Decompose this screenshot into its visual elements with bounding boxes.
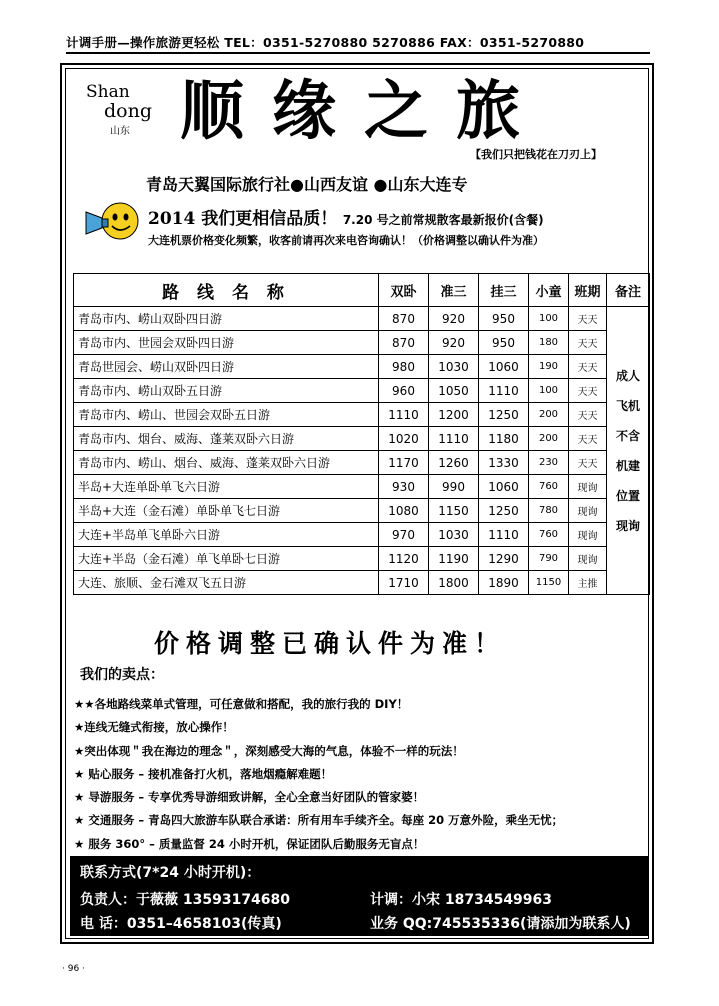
table-cell: 天天 (569, 355, 607, 379)
table-cell: 1080 (379, 499, 429, 523)
table-header-cell: 双卧 (379, 274, 429, 307)
remark-line: 成人 (615, 368, 640, 383)
route-name-cell: 青岛世园会、崂山双卧四日游 (74, 355, 379, 379)
table-cell: 天天 (569, 379, 607, 403)
table-header-cell: 班期 (569, 274, 607, 307)
table-cell: 970 (379, 523, 429, 547)
table-cell: 920 (429, 331, 479, 355)
table-cell: 870 (379, 307, 429, 331)
table-cell: 790 (529, 547, 569, 571)
remark-cell (607, 307, 650, 595)
logo-line-2: dong (104, 100, 153, 122)
table-row (74, 331, 650, 355)
price-adjust-notice: 价格调整已确认件为准！ (154, 629, 507, 658)
logo-line-1: Shan (86, 82, 130, 102)
table-cell: 1150 (429, 499, 479, 523)
remark-line: 现询 (615, 518, 640, 533)
table-cell: 100 (529, 379, 569, 403)
table-cell: 天天 (569, 331, 607, 355)
table-cell: 760 (529, 475, 569, 499)
table-cell: 1050 (429, 379, 479, 403)
table-cell: 1110 (479, 379, 529, 403)
table-cell: 1170 (379, 451, 429, 475)
page-header: 计调手册—操作旅游更轻松 TEL：0351-5270880 5270886 FAX：0351-5270880 (66, 35, 585, 50)
header-rule (66, 52, 650, 54)
slogan: 【我们只把钱花在刀刃上】 (470, 148, 602, 161)
table-cell: 870 (379, 331, 429, 355)
table-row (74, 427, 650, 451)
table-cell: 1120 (379, 547, 429, 571)
shandong-logo (86, 82, 162, 142)
table-cell: 980 (379, 355, 429, 379)
table-cell: 990 (429, 475, 479, 499)
table-cell: 950 (479, 307, 529, 331)
contact-planner: 计调：小宋 18734549963 (370, 892, 553, 908)
features-title: 我们的卖点： (80, 667, 164, 683)
route-name-cell: 青岛市内、世园会双卧四日游 (74, 331, 379, 355)
feature-item: ★★各地路线菜单式管理，可任意做和搭配，我的旅行我的 DIY！ (74, 697, 409, 711)
feature-item: ★连线无缝式衔接，放心操作！ (74, 720, 234, 735)
promo-sub: 7.20 号之前常规散客最新报价(含餐) (342, 213, 544, 227)
table-cell: 200 (529, 427, 569, 451)
feature-item: ★ 导游服务 – 专享优秀导游细致讲解，全心全意当好团队的管家婆！ (74, 790, 425, 805)
table-cell: 1800 (429, 571, 479, 595)
table-cell: 1890 (479, 571, 529, 595)
feature-item: ★ 贴心服务 – 接机准备打火机，落地烟瘾解难题！ (74, 766, 333, 781)
table-header-cell: 小童 (529, 274, 569, 307)
table-row (74, 379, 650, 403)
remark-line: 位置 (615, 488, 640, 503)
table-cell: 1290 (479, 547, 529, 571)
table-cell: 190 (529, 355, 569, 379)
table-row (74, 307, 650, 331)
table-cell: 1330 (479, 451, 529, 475)
table-cell: 760 (529, 523, 569, 547)
table-row (74, 451, 650, 475)
feature-item: ★ 交通服务 – 青岛四大旅游车队联合承诺：所有用车手续齐全。每座 20 万意外险，乘坐无忧； (74, 813, 564, 828)
table-cell: 天天 (569, 307, 607, 331)
route-name-cell: 大连+半岛（金石滩）单飞单卧七日游 (74, 547, 379, 571)
route-name-cell: 青岛市内、崂山、烟台、威海、蓬莱双卧六日游 (74, 451, 379, 475)
table-cell: 960 (379, 379, 429, 403)
table-cell: 主推 (569, 571, 607, 595)
table-cell: 现询 (569, 547, 607, 571)
route-name-cell: 青岛市内、崂山双卧五日游 (74, 379, 379, 403)
route-name-cell: 半岛+大连（金石滩）单卧单飞七日游 (74, 499, 379, 523)
table-cell: 100 (529, 307, 569, 331)
table-header-cell: 路 线 名 称 (74, 274, 379, 307)
route-name-cell: 大连+半岛单飞单卧六日游 (74, 523, 379, 547)
table-cell: 950 (479, 331, 529, 355)
table-cell: 1030 (429, 355, 479, 379)
table-cell: 1060 (479, 355, 529, 379)
table-cell: 1180 (479, 427, 529, 451)
route-name-cell: 青岛市内、崂山双卧四日游 (74, 307, 379, 331)
table-body (74, 307, 650, 595)
page-title: 顺缘之旅 (180, 74, 548, 149)
table-cell: 1110 (479, 523, 529, 547)
contact-box (70, 856, 648, 936)
route-price-table (73, 273, 650, 595)
table-cell: 1060 (479, 475, 529, 499)
table-cell: 1200 (429, 403, 479, 427)
table-cell: 920 (429, 307, 479, 331)
table-cell: 180 (529, 331, 569, 355)
table-cell: 1710 (379, 571, 429, 595)
contact-qq: 业务 QQ:745535336(请添加为联系人) (370, 916, 631, 932)
table-row (74, 355, 650, 379)
price-change-notice: 大连机票价格变化频繁，收客前请再次来电咨询确认！（价格调整以确认件为准） (148, 234, 544, 247)
table-cell: 1190 (429, 547, 479, 571)
table-cell: 1110 (429, 427, 479, 451)
feature-item: ★ 服务 360° – 质量监督 24 小时开机，保证团队后勤服务无盲点！ (74, 836, 425, 851)
table-cell: 1110 (379, 403, 429, 427)
table-cell: 现询 (569, 523, 607, 547)
table-row (74, 523, 650, 547)
table-cell: 天天 (569, 403, 607, 427)
table-header-cell: 挂三 (479, 274, 529, 307)
table-header-cell: 准三 (429, 274, 479, 307)
route-name-cell: 半岛+大连单卧单飞六日游 (74, 475, 379, 499)
table-cell: 230 (529, 451, 569, 475)
table-cell: 天天 (569, 427, 607, 451)
table-cell: 1150 (529, 571, 569, 595)
table-row (74, 547, 650, 571)
features-list (74, 696, 563, 859)
table-cell: 现询 (569, 499, 607, 523)
table-cell: 现询 (569, 475, 607, 499)
route-name-cell: 大连、旅顺、金石滩双飞五日游 (74, 571, 379, 595)
remark-line: 机建 (615, 458, 640, 473)
table-header-row (74, 274, 650, 307)
feature-item: ★突出体现＂我在海边的理念＂，深刻感受大海的气息，体验不一样的玩法！ (74, 743, 464, 758)
table-header-cell: 备注 (607, 274, 650, 307)
table-row (74, 475, 650, 499)
table-cell: 1020 (379, 427, 429, 451)
contact-title: 联系方式(7*24 小时开机)： (80, 865, 261, 881)
table-cell: 1030 (429, 523, 479, 547)
table-cell: 天天 (569, 451, 607, 475)
partner-agencies: 青岛天翼国际旅行社●山西友谊 ●山东大连专 (146, 175, 468, 194)
table-cell: 780 (529, 499, 569, 523)
promo-line (148, 204, 544, 229)
remark-line: 飞机 (615, 398, 640, 413)
contact-phone: 电 话：0351–4658103(传真) (80, 916, 282, 932)
table-cell: 1260 (429, 451, 479, 475)
route-name-cell: 青岛市内、烟台、威海、蓬莱双卧六日游 (74, 427, 379, 451)
table-cell: 1250 (479, 403, 529, 427)
smiley-megaphone-icon (84, 198, 140, 244)
page-number: · 96 · (62, 964, 85, 974)
table-cell: 200 (529, 403, 569, 427)
table-cell: 1250 (479, 499, 529, 523)
table-cell: 930 (379, 475, 429, 499)
table-row (74, 403, 650, 427)
route-name-cell: 青岛市内、崂山、世园会双卧五日游 (74, 403, 379, 427)
remark-line: 不含 (615, 428, 640, 443)
table-row (74, 571, 650, 595)
table-row (74, 499, 650, 523)
contact-manager: 负责人：于薇薇 13593174680 (80, 892, 291, 908)
promo-main: 2014 我们更相信品质！ (148, 209, 338, 229)
logo-line-3: 山东 (110, 126, 130, 137)
